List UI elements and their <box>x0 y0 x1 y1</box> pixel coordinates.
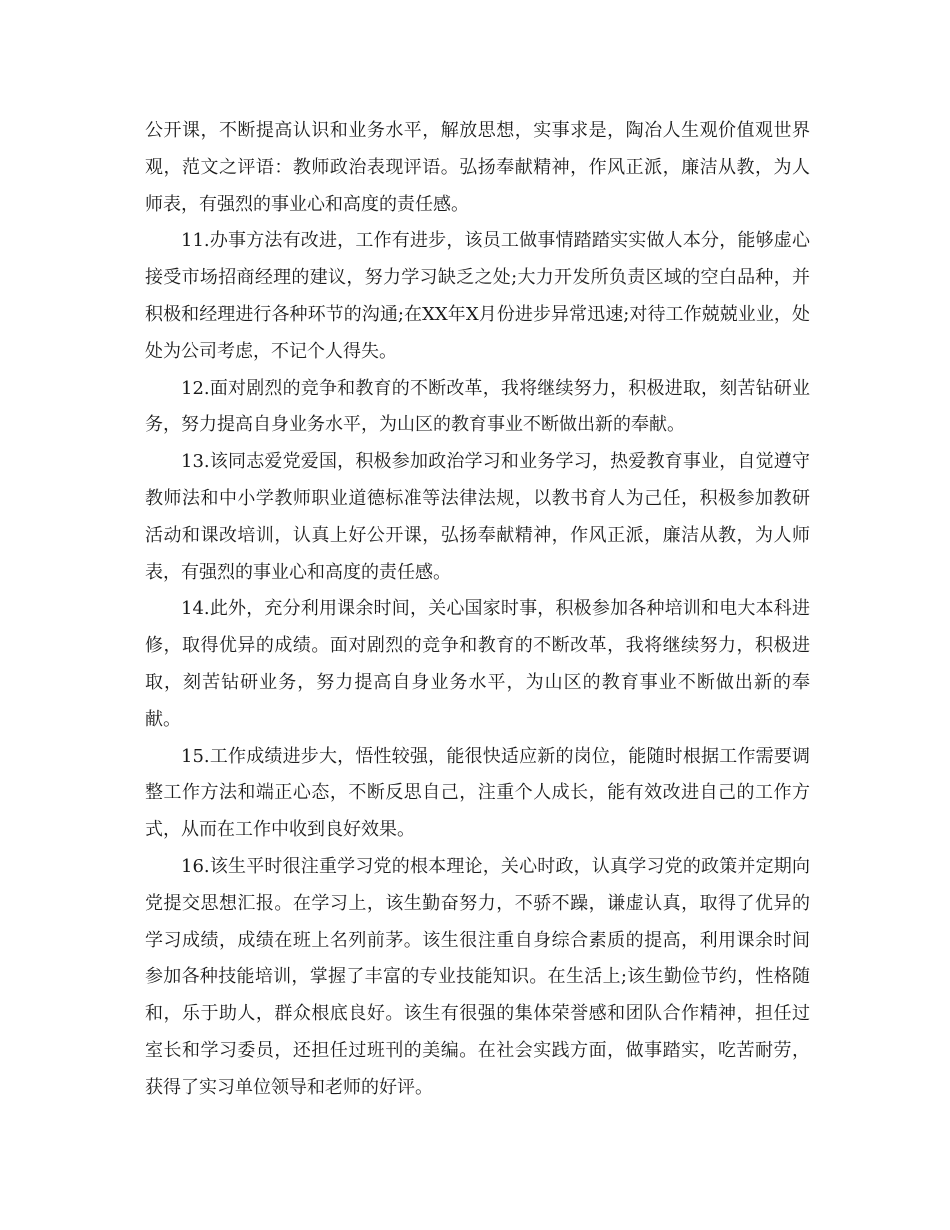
paragraph-item-13: 13.该同志爱党爱国，积极参加政治学习和业务学习，热爱教育事业，自觉遵守教师法和中小学教师职业道德标准等法律法规，以教书育人为己任，积极参加教研活动和课改培训，认真上好公开课，弘扬奉献精神，作风正派，廉洁从教，为人师表，有强烈的事业心和高度的责任感。 <box>145 451 810 583</box>
paragraph-continuation: 公开课，不断提高认识和业务水平，解放思想，实事求是，陶冶人生观价值观世界观，范文之评语：教师政治表现评语。弘扬奉献精神，作风正派，廉洁从教，为人师表，有强烈的事业心和高度的责任感。 <box>145 120 810 215</box>
paragraph-item-11: 11.办事方法有改进，工作有进步，该员工做事情踏踏实实做人本分，能够虚心接受市场招商经理的建议，努力学习缺乏之处;大力开发所负责区域的空白品种，并积极和经理进行各种环节的沟通;在XX年X月份进步异常迅速;对待工作兢兢业业，处处为公司考虑，不记个人得失。 <box>145 230 810 362</box>
paragraph-item-12: 12.面对剧烈的竞争和教育的不断改革，我将继续努力，积极进取，刻苦钻研业务，努力提高自身业务水平，为山区的教育事业不断做出新的奉献。 <box>145 377 810 436</box>
document-page <box>145 113 810 1107</box>
paragraph-item-15: 15.工作成绩进步大，悟性较强，能很快适应新的岗位，能随时根据工作需要调整工作方法和端正心态，不断反思自己，注重个人成长，能有效改进自己的工作方式，从而在工作中收到良好效果。 <box>145 745 810 841</box>
paragraph-item-14: 14.此外，充分利用课余时间，关心国家时事，积极参加各种培训和电大本科进修，取得优异的成绩。面对剧烈的竞争和教育的不断改革，我将继续努力，积极进取，刻苦钻研业务，努力提高自身业务水平，为山区的教育事业不断做出新的奉献。 <box>145 598 810 730</box>
paragraph-item-16: 16.该生平时很注重学习党的根本理论，关心时政，认真学习党的政策并定期向党提交思想汇报。在学习上，该生勤奋努力，不骄不躁，谦虚认真，取得了优异的学习成绩，成绩在班上名列前茅。该生很注重自身综合素质的提高，利用课余时间参加各种技能培训，掌握了丰富的专业技能知识。在生活上;该生勤俭节约，性格随和，乐于助人，群众根底良好。该生有很强的集体荣誉感和团队合作精神，担任过室长和学习委员，还担任过班刊的美编。在社会实践方面，做事踏实，吃苦耐劳，获得了实习单位领导和老师的好评。 <box>145 855 810 1098</box>
